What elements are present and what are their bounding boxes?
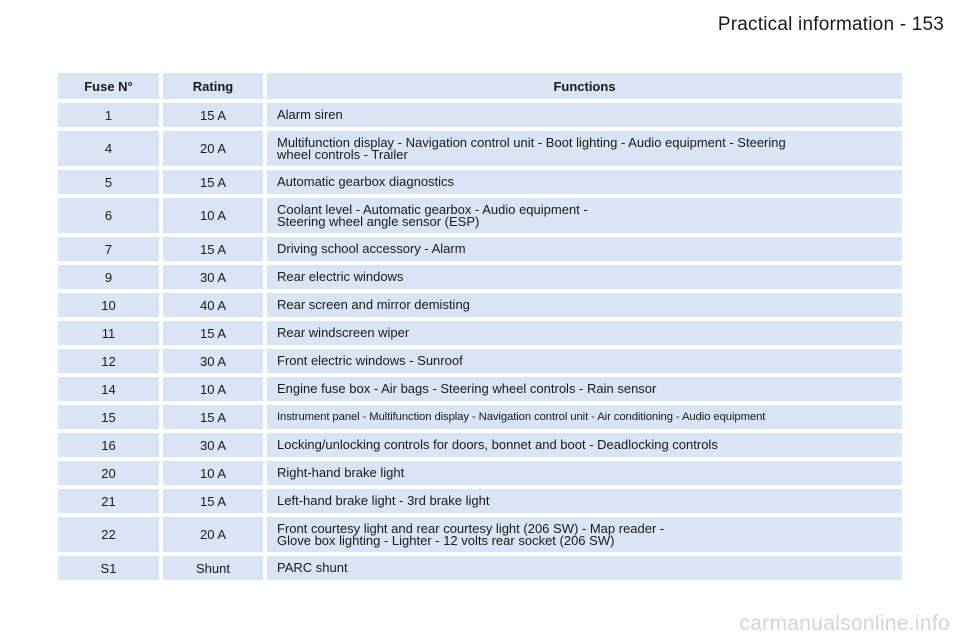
fuse-functions-cell — [263, 377, 902, 401]
table-row — [58, 293, 902, 317]
function-text-line: Automatic gearbox diagnostics — [277, 174, 455, 189]
fuse-functions-cell — [263, 103, 902, 127]
table-row — [58, 433, 902, 457]
fuse-number-cell: 4 — [58, 131, 159, 166]
function-text-line: wheel controls - Trailer — [277, 146, 408, 162]
fuse-rating-cell: 10 A — [159, 198, 263, 233]
fuse-rating-cell: 20 A — [159, 131, 263, 166]
fuse-rating-cell: 20 A — [159, 517, 263, 552]
fuse-functions-cell — [263, 265, 902, 289]
fuse-rating-cell: 40 A — [159, 293, 263, 317]
fuse-functions-cell — [263, 517, 902, 552]
fuse-number-cell: 7 — [58, 237, 159, 261]
function-text-line: Rear screen and mirror demisting — [277, 297, 470, 312]
fuse-number-cell: 22 — [58, 517, 159, 552]
fuse-number-cell: 14 — [58, 377, 159, 401]
table-row — [58, 237, 902, 261]
fuse-rating-cell: 30 A — [159, 433, 263, 457]
fuse-number-cell: 20 — [58, 461, 159, 485]
function-text-line: Front electric windows - Sunroof — [277, 353, 463, 368]
fuse-rating-cell: 15 A — [159, 489, 263, 513]
fuse-table — [58, 69, 902, 584]
fuse-rating-cell: 15 A — [159, 405, 263, 429]
fuse-number-cell: 11 — [58, 321, 159, 345]
page-title: Practical information - 153 — [717, 14, 944, 35]
table-row — [58, 377, 902, 401]
function-text-line: Right-hand brake light — [277, 465, 405, 480]
column-header-functions: Functions — [263, 73, 902, 99]
function-text-line: Rear electric windows — [277, 269, 404, 284]
fuse-functions-cell — [263, 198, 902, 233]
table-header-row — [58, 73, 902, 99]
table-row — [58, 103, 902, 127]
fuse-number-cell: 5 — [58, 170, 159, 194]
table-row — [58, 517, 902, 552]
function-text-line: Steering wheel angle sensor (ESP) — [277, 213, 480, 229]
column-header-fuse: Fuse N° — [58, 73, 159, 99]
table-row — [58, 170, 902, 194]
fuse-functions-cell — [263, 433, 902, 457]
function-text-line: Front courtesy light and rear courtesy light (206 SW) - Map reader - — [277, 520, 665, 536]
fuse-functions-cell — [263, 349, 902, 373]
function-text-line: Alarm siren — [277, 107, 343, 122]
table-row — [58, 461, 902, 485]
fuse-functions-cell — [263, 237, 902, 261]
fuse-functions-cell — [263, 321, 902, 345]
fuse-rating-cell: 10 A — [159, 377, 263, 401]
function-text-line: Engine fuse box - Air bags - Steering wheel controls - Rain sensor — [277, 381, 657, 396]
function-text-line: Rear windscreen wiper — [277, 325, 410, 340]
watermark: carmanualsonline.info — [739, 612, 950, 635]
fuse-number-cell: 9 — [58, 265, 159, 289]
function-text-line: Glove box lighting - Lighter - 12 volts rear socket (206 SW) — [277, 532, 615, 548]
fuse-functions-cell — [263, 131, 902, 166]
fuse-functions-cell — [263, 170, 902, 194]
table-row — [58, 349, 902, 373]
fuse-functions-cell — [263, 556, 902, 580]
function-text-line: Instrument panel - Multifunction display - Navigation control unit - Air conditioning - Audio equipment — [277, 411, 766, 423]
function-text-line: Coolant level - Automatic gearbox - Audio equipment - — [277, 201, 588, 217]
table-row — [58, 321, 902, 345]
function-text-line: Multifunction display - Navigation control unit - Boot lighting - Audio equipment - Steering — [277, 134, 786, 150]
table-row — [58, 265, 902, 289]
table-row — [58, 489, 902, 513]
fuse-table-body — [58, 103, 902, 580]
function-text-line: Driving school accessory - Alarm — [277, 241, 466, 256]
fuse-rating-cell: 30 A — [159, 265, 263, 289]
function-text-line: PARC shunt — [277, 560, 348, 575]
table-row — [58, 556, 902, 580]
fuse-number-cell: 21 — [58, 489, 159, 513]
fuse-number-cell: 16 — [58, 433, 159, 457]
fuse-number-cell: 6 — [58, 198, 159, 233]
fuse-number-cell: 15 — [58, 405, 159, 429]
fuse-functions-cell — [263, 293, 902, 317]
table-row — [58, 405, 902, 429]
fuse-rating-cell: 15 A — [159, 321, 263, 345]
fuse-rating-cell: 15 A — [159, 170, 263, 194]
column-header-rating: Rating — [159, 73, 263, 99]
fuse-rating-cell: 15 A — [159, 237, 263, 261]
fuse-functions-cell — [263, 489, 902, 513]
fuse-rating-cell: 15 A — [159, 103, 263, 127]
fuse-rating-cell: 10 A — [159, 461, 263, 485]
table-row — [58, 198, 902, 233]
function-text-line: Locking/unlocking controls for doors, bonnet and boot - Deadlocking controls — [277, 437, 718, 452]
fuse-number-cell: 10 — [58, 293, 159, 317]
fuse-number-cell: 1 — [58, 103, 159, 127]
fuse-number-cell: 12 — [58, 349, 159, 373]
fuse-functions-cell — [263, 461, 902, 485]
table-row — [58, 131, 902, 166]
fuse-rating-cell: Shunt — [159, 556, 263, 580]
fuse-rating-cell: 30 A — [159, 349, 263, 373]
fuse-functions-cell — [263, 405, 902, 429]
fuse-number-cell: S1 — [58, 556, 159, 580]
function-text-line: Left-hand brake light - 3rd brake light — [277, 493, 490, 508]
